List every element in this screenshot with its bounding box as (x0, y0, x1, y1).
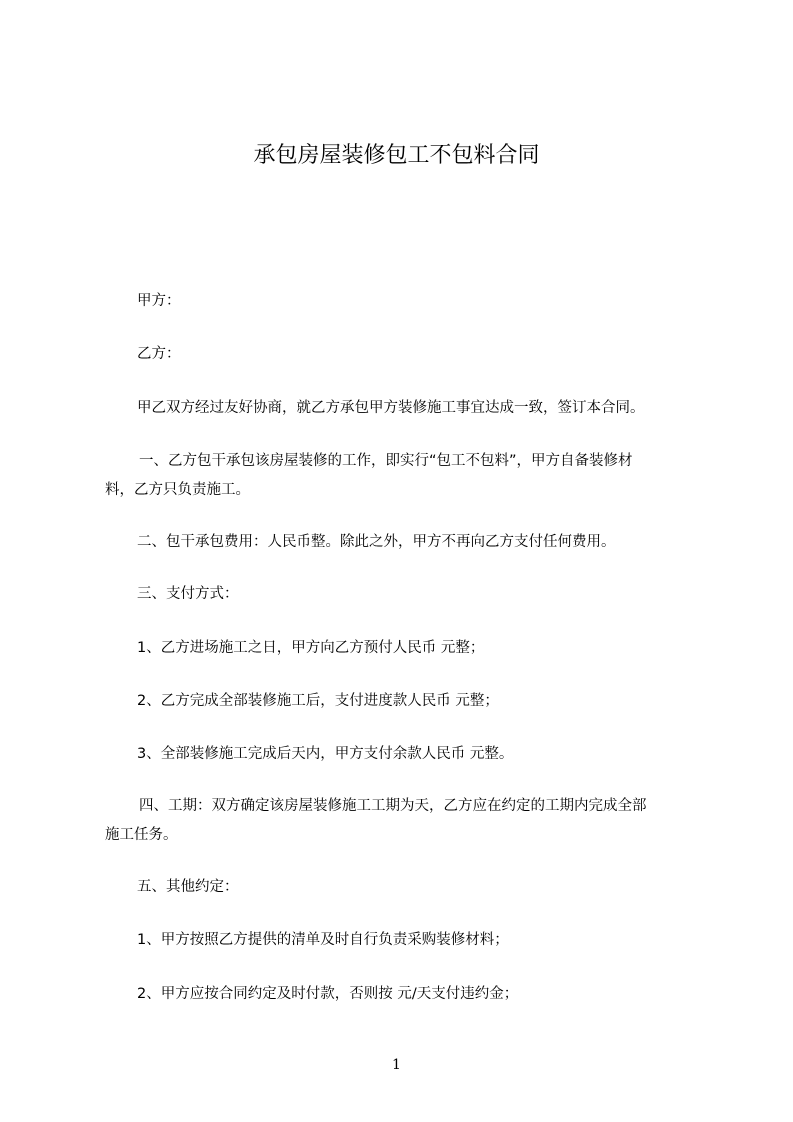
clause-1-text-1: 一、乙方包干承包该房屋装修的工作，即实行“包工不包料”，甲方自备装修材 (139, 453, 633, 469)
clause-5-heading-text: 五、其他约定： (137, 879, 239, 895)
clause-4-text-1: 四、工期：双方确定该房屋装修施工工期为天，乙方应在约定的工期内完成全部 (139, 798, 647, 814)
party-b-line (105, 340, 705, 369)
clause-4 (105, 792, 705, 850)
other-item-1-text: 1、甲方按照乙方提供的清单及时自行负责采购装修材料； (137, 932, 509, 948)
party-a-line (105, 287, 705, 316)
document-title: 承包房屋装修包工不包料合同 (253, 143, 540, 168)
party-b-label: 乙方： (137, 346, 181, 362)
payment-item-2 (105, 687, 705, 716)
clause-5-heading (105, 873, 705, 902)
clause-4-line-2: 施工任务。 (105, 827, 178, 843)
clause-1-line-2: 料，乙方只负责施工。 (105, 482, 250, 498)
clause-1-line-1 (105, 447, 705, 476)
clause-3-heading (105, 580, 705, 609)
intro-paragraph (105, 394, 705, 423)
party-a-label: 甲方： (137, 293, 181, 309)
other-item-1 (105, 926, 705, 955)
payment-item-1-text: 1、乙方进场施工之日，甲方向乙方预付人民币 元整； (137, 640, 485, 656)
clause-4-line-1 (105, 792, 705, 821)
clause-2-text: 二、包干承包费用：人民币整。除此之外，甲方不再向乙方支付任何费用。 (137, 534, 616, 550)
payment-item-3-text: 3、全部装修施工完成后天内，甲方支付余款人民币 元整。 (137, 746, 514, 762)
page-number: 1 (392, 1057, 401, 1073)
payment-item-1 (105, 634, 705, 663)
other-item-2 (105, 980, 705, 1009)
payment-item-3 (105, 740, 705, 769)
other-item-2-text: 2、甲方应按合同约定及时付款，否则按 元/天支付违约金； (137, 986, 519, 1002)
payment-item-2-text: 2、乙方完成全部装修施工后，支付进度款人民币 元整； (137, 693, 499, 709)
clause-3-heading-text: 三、支付方式： (137, 586, 239, 602)
clause-2 (105, 528, 705, 557)
intro-text: 甲乙双方经过友好协商，就乙方承包甲方装修施工事宜达成一致，签订本合同。 (137, 400, 645, 416)
clause-1 (105, 447, 705, 505)
